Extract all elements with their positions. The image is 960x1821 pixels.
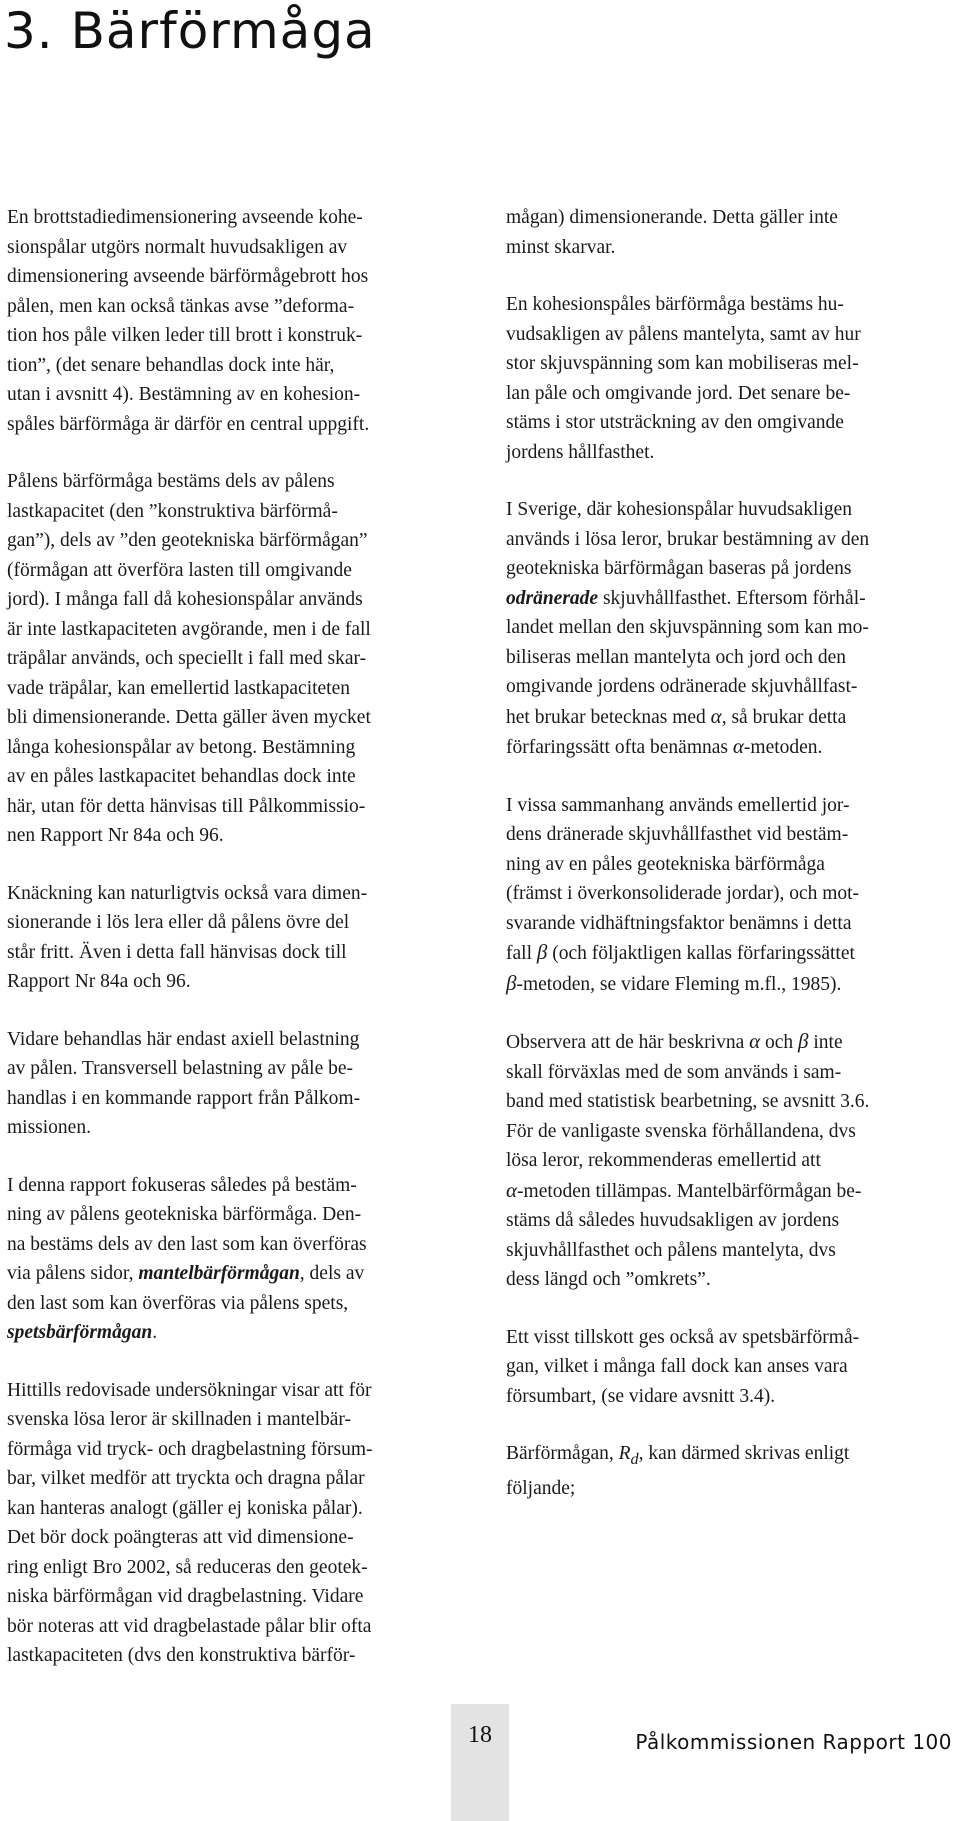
text-run: I Sverige, där kohesionspålar huvudsakligen används i lösa leror, brukar bestämning av den geotekniska bärförmågan baseras på jordens xyxy=(506,499,870,579)
paragraph: mågan) dimensionerande. Detta gäller inte minst skarvar. xyxy=(506,207,838,258)
text-run: I denna rapport fokuseras således på bestäm- ning av pålens geotekniska bärförmåga. Den- na bestäms dels av den last som kan överföras via pålens sidor, xyxy=(7,1174,367,1284)
text-run: inte skall förväxlas med de som används i sam- band med statistisk bearbetning, se avsnitt 3.6. För de vanligaste svenska förhållandena, dvs lösa leror, rekommenderas emellertid att xyxy=(506,1032,870,1171)
page-title: 3. Bärförmåga xyxy=(4,2,376,60)
text-run: , kan därmed skrivas enligt följande; xyxy=(506,1443,850,1500)
publication-title: Pålkommissionen Rapport 100 xyxy=(635,1730,952,1754)
text-run: och xyxy=(760,1032,799,1053)
paragraph: En kohesionspåles bärförmåga bestäms hu- vudsakligen av pålens mantelyta, samt av hur stor skjuvspänning som kan mobiliseras mel- lan påle och omgivande jord. Det senare be- stäms i stor utsträckning av den omgivande jordens hållfasthet. xyxy=(506,294,861,463)
text-run: -metoden, se vidare Fleming m.fl., 1985). xyxy=(516,973,842,995)
subscript-d: d xyxy=(630,1449,639,1468)
text-run: , så brukar detta förfaringssätt ofta benämnas xyxy=(506,706,847,758)
paragraph: En brottstadiedimensionering avseende kohe- sionspålar utgörs normalt huvudsakligen av dimensionering avseende bärförmågebrott hos pålen, men kan också tänkas avse ”deforma- tion hos påle vilken leder till brott i konstruk- tion”, (det senare behandlas dock inte här, utan i avsnitt 4). Bestämning av en kohesion- spåles bärförmåga är därför en central uppgift. xyxy=(7,207,370,435)
page-number: 18 xyxy=(468,1722,492,1748)
text-run: -metoden. xyxy=(743,737,823,758)
text-run: skjuvhållfasthet. Eftersom förhål- landet mellan den skjuvspänning som kan mo- biliseras mellan mantelyta och jord och den omgivande jordens odränerade skjuvhållfast- het brukar betecknas med xyxy=(506,587,869,728)
text-run: , dels av den last som kan överföras via pålens spets, xyxy=(7,1263,365,1314)
paragraph: Vidare behandlas här endast axiell belastning av pålen. Transversell belastning av påle be- handlas i en kommande rapport från Pålkom- missionen. xyxy=(7,1028,361,1138)
paragraph xyxy=(7,1171,457,1348)
text-run: Observera att de här beskrivna xyxy=(506,1032,750,1053)
text-run: -metoden tillämpas. Mantelbärförmågan be- stäms då således huvudsakligen av jordens skjuvhållfasthet och pålens mantelyta, dvs dess längd och ”omkrets”. xyxy=(506,1180,862,1290)
alpha-symbol: α xyxy=(710,703,722,728)
paragraph: Pålens bärförmåga bestäms dels av pålens lastkapacitet (den ”konstruktiva bärförmå- gan”), dels av ”den geotekniska bärförmågan” (förmågan att överföra lasten till omgivande jord). I många fall då kohesionspålar används är inte lastkapaciteten avgörande, men i de fall träpålar används, och speciellt i fall med skar- vade träpålar, kan emellertid lastkapaciteten bli dimensionerande. Detta gäller även mycket långa kohesionspålar av betong. Bestämning av en påles lastkapacitet behandlas dock inte här, utan för detta hänvisas till Pålkommissio- nen Rapport Nr 84a och 96. xyxy=(7,471,371,846)
alpha-symbol: α xyxy=(749,1029,761,1053)
symbol-R: R xyxy=(618,1443,631,1464)
beta-symbol: β xyxy=(506,970,517,995)
paragraph xyxy=(506,791,951,1000)
term-odranerade: odränerade xyxy=(506,587,599,609)
paragraph: Knäckning kan naturligtvis också vara dimen- sionerande i lös lera eller då pålens övre del står fritt. Även i detta fall hänvisas dock till Rapport Nr 84a och 96. xyxy=(7,882,368,992)
term-mantelbarformagan: mantelbärförmågan xyxy=(138,1263,300,1284)
beta-symbol: β xyxy=(536,940,548,964)
paragraph xyxy=(506,1439,951,1504)
right-column xyxy=(506,203,951,1532)
text-run: (och följaktligen kallas förfaringssättet xyxy=(552,943,855,964)
paragraph xyxy=(506,495,951,763)
alpha-symbol: α xyxy=(506,1177,518,1202)
text-run: . xyxy=(152,1322,158,1343)
text-run: I vissa sammanhang används emellertid jor- dens dränerade skjuvhållfasthet vid bestäm- ning av en påles geotekniska bärförmåga (främst i överkonsoliderade jordar), och mot- svarande vidhäftningsfaktor benämns i detta fall xyxy=(506,794,860,964)
text-run: Bärförmågan, xyxy=(506,1443,619,1464)
beta-symbol: β xyxy=(798,1029,809,1053)
alpha-symbol: α xyxy=(732,734,744,758)
paragraph xyxy=(506,1027,951,1295)
paragraph: Hittills redovisade undersökningar visar att för svenska lösa leror är skillnaden i mantelbär- förmåga vid tryck- och dragbelastning försum- bar, vilket medför att tryckta och dragna pålar kan hanteras analogt (gäller ej koniska pålar). Det bör dock poängteras att vid dimensione- ring enligt Bro 2002, så reduceras den geotek- niska bärförmågan vid dragbelastning. Vidare bör noteras att vid dragbelastade pålar blir ofta lastkapaciteten (dvs den konstruktiva bärför- xyxy=(7,1379,373,1666)
left-column xyxy=(7,203,457,1699)
term-spetsbarformagan: spetsbärförmågan xyxy=(7,1322,153,1343)
paragraph: Ett visst tillskott ges också av spetsbärförmå- gan, vilket i många fall dock kan anses vara försumbart, (se vidare avsnitt 3.4). xyxy=(506,1326,860,1407)
